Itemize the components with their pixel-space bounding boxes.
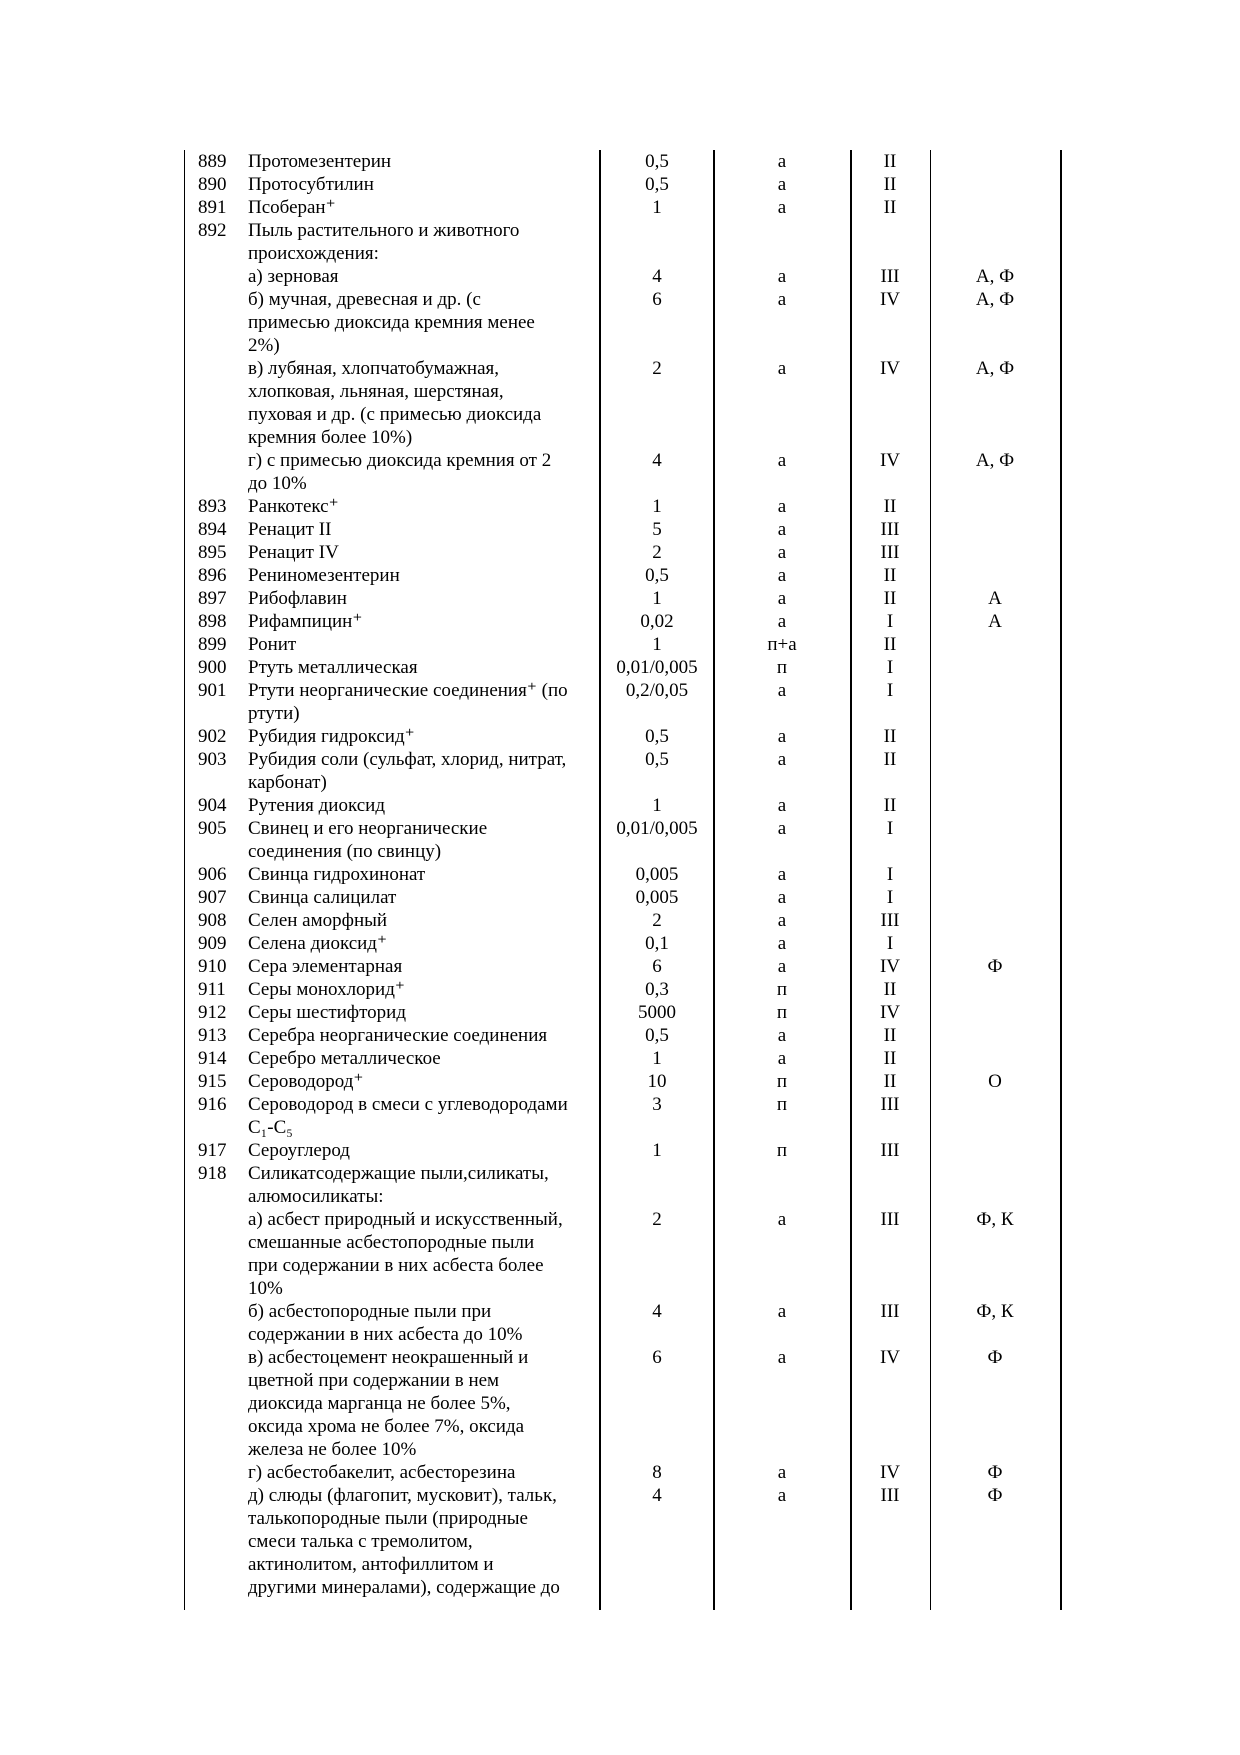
limit-value: 10 [647,1071,667,1092]
substance-name: Протосубтилин [248,174,374,195]
limit-value: 1 [652,1140,662,1161]
aggregate-state: а [777,266,787,287]
substance-name: Свинца салицилат [248,887,397,908]
limit-value: 0,01/0,005 [616,657,698,678]
aggregate-state: а [777,1301,787,1322]
action-features: А [988,588,1002,609]
hazard-class: IV [879,1347,901,1368]
row-number: 917 [198,1140,227,1161]
aggregate-state: а [777,726,787,747]
row-number: 903 [198,749,227,770]
aggregate-state: а [777,1048,787,1069]
hazard-class: I [886,611,894,632]
row-number: 894 [198,519,227,540]
aggregate-state: а [777,174,787,195]
hazard-class: II [883,174,897,195]
table-row [184,1001,1060,1024]
hazard-class: II [883,197,897,218]
substance-name: д) слюды (флагопит, мусковит), тальк, талькопородные пыли (природные смеси талька с тремолитом, актинолитом, антофиллитом и другими минералами), содержащие до [248,1485,560,1598]
row-number: 901 [198,680,227,701]
hazard-class: III [880,1209,900,1230]
limit-value: 3 [652,1094,662,1115]
limit-value: 6 [652,956,662,977]
table-row [184,656,1060,679]
hazard-class: III [880,910,900,931]
limit-value: 0,5 [645,749,669,770]
aggregate-state: а [777,1209,787,1230]
table-row [184,449,1060,495]
substance-name: Серебро металлическое [248,1048,441,1069]
row-number: 908 [198,910,227,931]
table-row [184,748,1060,794]
action-features: Ф [987,956,1003,977]
limit-value: 0,2/0,05 [625,680,689,701]
aggregate-state: п [776,1002,788,1023]
row-number: 895 [198,542,227,563]
row-number: 896 [198,565,227,586]
row-number: 899 [198,634,227,655]
substance-name: Рениномезентерин [248,565,400,586]
limit-value: 6 [652,289,662,310]
limit-value: 0,02 [640,611,674,632]
row-number: 915 [198,1071,227,1092]
hazard-class: III [880,1485,900,1506]
table-row [184,219,1060,265]
table-row [184,679,1060,725]
hazard-class: II [883,496,897,517]
table-row [184,1070,1060,1093]
hazard-class: IV [879,956,901,977]
hazard-class: III [880,542,900,563]
table-row [184,955,1060,978]
limit-value: 2 [652,910,662,931]
limit-value: 1 [652,588,662,609]
row-number: 913 [198,1025,227,1046]
aggregate-state: п [776,1140,788,1161]
limit-value: 0,5 [645,726,669,747]
limit-value: 4 [652,1301,662,1322]
substance-name: Пыль растительного и животного происхождения: [248,220,520,264]
substance-name: Ронит [248,634,297,655]
hazard-class: II [883,634,897,655]
table-row [184,1093,1060,1139]
hazard-class: III [880,266,900,287]
limit-value: 5000 [638,1002,676,1023]
row-number: 911 [198,979,226,1000]
row-number: 906 [198,864,227,885]
limit-value: 0,5 [645,174,669,195]
substance-name: Ранкотекс⁺ [248,496,339,517]
aggregate-state: а [777,1462,787,1483]
hazard-class: IV [879,450,901,471]
row-number: 910 [198,956,227,977]
substance-name: Сероводород⁺ [248,1071,364,1092]
limit-value: 2 [652,542,662,563]
limit-value: 0,5 [645,151,669,172]
substance-name: г) асбестобакелит, асбесторезина [248,1462,516,1483]
hazard-class: II [883,726,897,747]
aggregate-state: а [777,887,787,908]
substance-name: Силикатсодержащие пыли,силикаты, алюмосиликаты: [248,1163,549,1207]
table-row [184,886,1060,909]
aggregate-state: а [777,289,787,310]
table-row [184,1300,1060,1346]
table-row [184,1024,1060,1047]
table-row [184,1346,1060,1461]
action-features: А [988,611,1002,632]
hazard-class: I [886,887,894,908]
hazard-class: I [886,680,894,701]
substance-name: Селена диоксид⁺ [248,933,387,954]
aggregate-state: п [776,1071,788,1092]
row-number: 897 [198,588,227,609]
aggregate-state: п [776,979,788,1000]
substance-name: Сероводород в смеси с углеводородами C₁-C₅ [248,1094,568,1138]
hazard-class: III [880,519,900,540]
limit-value: 1 [652,1048,662,1069]
table-row [184,633,1060,656]
table-row [184,794,1060,817]
hazard-class: IV [879,358,901,379]
table-row [184,1047,1060,1070]
aggregate-state: а [777,956,787,977]
table-row [184,173,1060,196]
limit-value: 0,005 [635,887,679,908]
substance-name: а) асбест природный и искусственный, смешанные асбестопородные пыли при содержании в них асбеста более 10% [248,1209,563,1299]
table-row [184,978,1060,1001]
substance-name: Рубидия гидроксид⁺ [248,726,415,747]
substance-name: Ртути неорганические соединения⁺ (по ртути) [248,680,568,724]
limit-value: 1 [652,634,662,655]
limit-value: 1 [652,197,662,218]
action-features: Ф [987,1485,1003,1506]
table-row [184,932,1060,955]
hazard-class: III [880,1094,900,1115]
limit-value: 4 [652,450,662,471]
substance-name: Серы монохлорид⁺ [248,979,405,1000]
substance-name: б) мучная, древесная и др. (с примесью диоксида кремния менее 2%) [248,289,535,356]
row-number: 914 [198,1048,227,1069]
row-number: 918 [198,1163,227,1184]
table-row [184,518,1060,541]
substance-name: Рутения диоксид [248,795,385,816]
table-row [184,610,1060,633]
aggregate-state: а [777,611,787,632]
substance-name: а) зерновая [248,266,339,287]
aggregate-state: а [777,450,787,471]
table-row [184,863,1060,886]
aggregate-state: а [777,795,787,816]
substance-name: Протомезентерин [248,151,392,172]
aggregate-state: а [777,680,787,701]
action-features: А, Ф [975,266,1015,287]
limit-value: 4 [652,266,662,287]
row-number: 891 [198,197,227,218]
row-number: 909 [198,933,227,954]
table-row [184,196,1060,219]
limit-value: 6 [652,1347,662,1368]
table-row [184,357,1060,449]
substance-name: Ренацит IV [248,542,339,563]
limit-value: 4 [652,1485,662,1506]
substance-name: Серебра неорганические соединения [248,1025,548,1046]
aggregate-state: а [777,496,787,517]
hazard-class: II [883,795,897,816]
limit-value: 0,01/0,005 [616,818,698,839]
substance-name: Рубидия соли (сульфат, хлорид, нитрат, карбонат) [248,749,567,793]
hazard-class: III [880,1140,900,1161]
hazard-class: II [883,1025,897,1046]
table-row [184,725,1060,748]
table-row [184,1484,1060,1599]
row-number: 892 [198,220,227,241]
table-row [184,1139,1060,1162]
hazard-class: IV [879,289,901,310]
hazard-class: IV [879,1002,901,1023]
aggregate-state: п [776,657,788,678]
substance-name: г) с примесью диоксида кремния от 2 до 10% [248,450,552,494]
limit-value: 0,5 [645,565,669,586]
limit-value: 1 [652,496,662,517]
table-row [184,909,1060,932]
limit-value: 0,1 [645,933,669,954]
limit-value: 2 [652,1209,662,1230]
substance-name: Сера элементарная [248,956,403,977]
substance-name: Псоберан⁺ [248,197,336,218]
table-row [184,541,1060,564]
row-number: 898 [198,611,227,632]
row-number: 889 [198,151,227,172]
aggregate-state: а [777,818,787,839]
aggregate-state: а [777,1025,787,1046]
action-features: Ф, К [976,1209,1014,1230]
row-number: 893 [198,496,227,517]
aggregate-state: а [777,197,787,218]
aggregate-state: а [777,1347,787,1368]
substance-name: Рибофлавин [248,588,347,609]
substance-name: Ренацит II [248,519,332,540]
table-row [184,1461,1060,1484]
table-row [184,288,1060,357]
substance-name: в) лубяная, хлопчатобумажная, хлопковая, льняная, шерстяная, пуховая и др. (с примесью диоксида кремния более 10%) [248,358,542,448]
aggregate-state: а [777,910,787,931]
limit-value: 1 [652,795,662,816]
limit-value: 5 [652,519,662,540]
aggregate-state: а [777,565,787,586]
row-number: 904 [198,795,227,816]
aggregate-state: а [777,1485,787,1506]
limit-value: 0,3 [645,979,669,1000]
row-number: 902 [198,726,227,747]
substance-name: б) асбестопородные пыли при содержании в них асбеста до 10% [248,1301,523,1345]
table-row [184,1208,1060,1300]
action-features: Ф [987,1462,1003,1483]
row-number: 912 [198,1002,227,1023]
action-features: А, Ф [975,289,1015,310]
substance-name: Селен аморфный [248,910,388,931]
action-features: А, Ф [975,358,1015,379]
hazard-class: I [886,657,894,678]
hazard-class: II [883,1048,897,1069]
limit-value: 0,5 [645,1025,669,1046]
substance-name: Ртуть металлическая [248,657,418,678]
limit-value: 2 [652,358,662,379]
hazard-class: I [886,864,894,885]
substance-name: Сероуглерод [248,1140,350,1161]
table-row [184,265,1060,288]
substance-name: в) асбестоцемент неокрашенный и цветной при содержании в нем диоксида марганца не более 5%, оксида хрома не более 7%, оксида железа не более 10% [248,1347,529,1460]
substance-name: Свинец и его неорганические соединения (по свинцу) [248,818,488,862]
table-row [184,817,1060,863]
substance-name: Серы шестифторид [248,1002,406,1023]
aggregate-state: а [777,749,787,770]
hazard-class: I [886,818,894,839]
table-row [184,150,1060,173]
aggregate-state: п [776,1094,788,1115]
limit-value: 0,005 [635,864,679,885]
action-features: О [988,1071,1002,1092]
aggregate-state: а [777,864,787,885]
table-row [184,587,1060,610]
hazard-class: II [883,1071,897,1092]
aggregate-state: а [777,519,787,540]
row-number: 916 [198,1094,227,1115]
hazard-class: II [883,979,897,1000]
hazard-class: II [883,588,897,609]
limit-value: 8 [652,1462,662,1483]
row-number: 900 [198,657,227,678]
table-row [184,1162,1060,1208]
right-border [1060,150,1062,1610]
substance-name: Рифампицин⁺ [248,611,363,632]
aggregate-state: а [777,151,787,172]
row-number: 890 [198,174,227,195]
action-features: Ф, К [976,1301,1014,1322]
aggregate-state: п+а [767,634,797,655]
hazard-class: I [886,933,894,954]
hazard-class: III [880,1301,900,1322]
substances-table [184,150,1060,1599]
table-row [184,564,1060,587]
row-number: 905 [198,818,227,839]
hazard-class: II [883,749,897,770]
aggregate-state: а [777,358,787,379]
hazard-class: IV [879,1462,901,1483]
substance-name: Свинца гидрохинонат [248,864,426,885]
action-features: Ф [987,1347,1003,1368]
aggregate-state: а [777,542,787,563]
aggregate-state: а [777,933,787,954]
hazard-class: II [883,151,897,172]
table-row [184,495,1060,518]
aggregate-state: а [777,588,787,609]
row-number: 907 [198,887,227,908]
action-features: А, Ф [975,450,1015,471]
hazard-class: II [883,565,897,586]
